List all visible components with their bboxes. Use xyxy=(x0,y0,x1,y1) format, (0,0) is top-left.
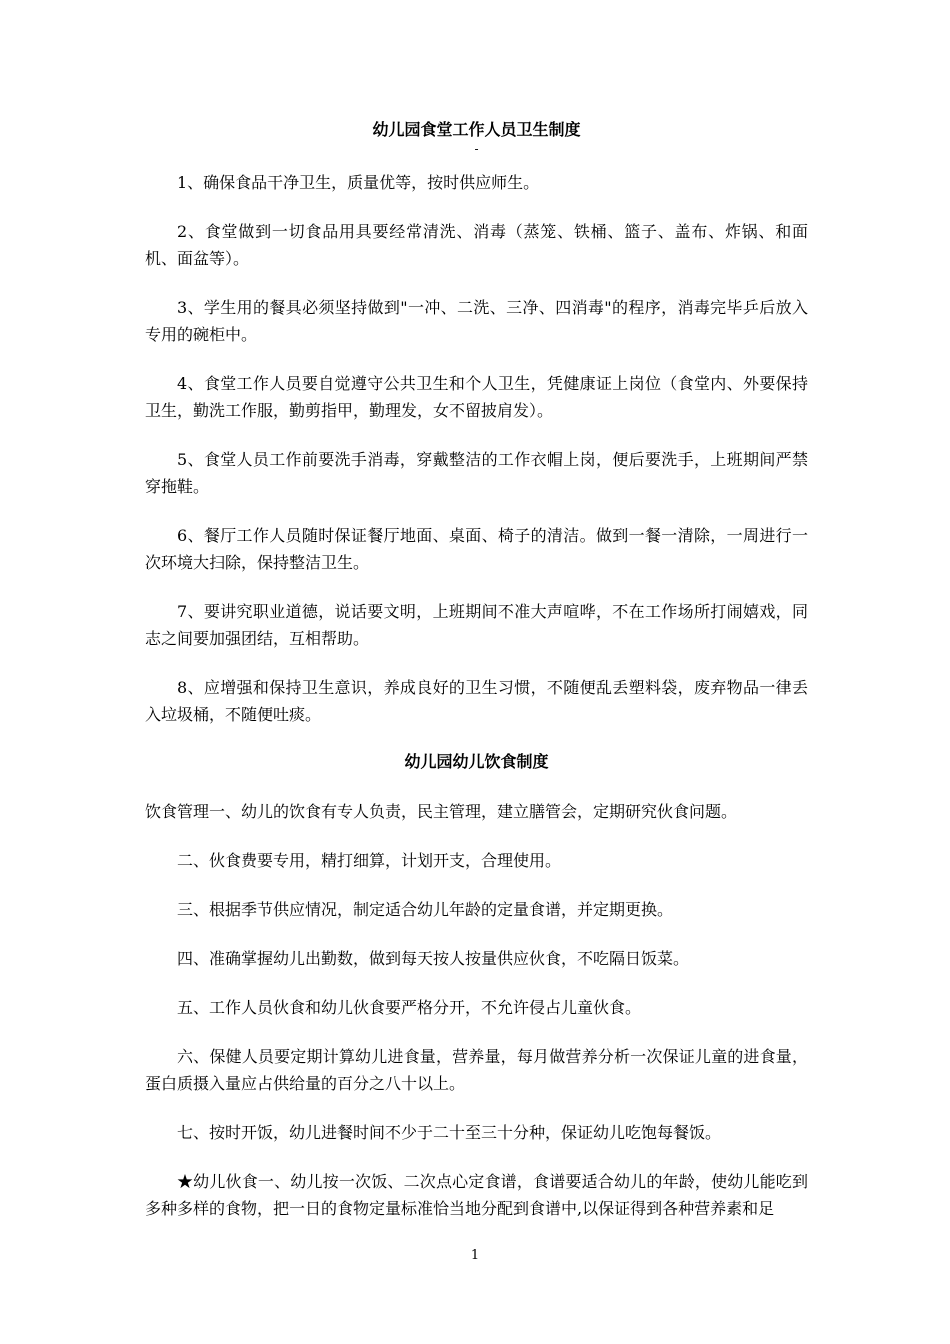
paragraph: 7、要讲究职业道德，说话要文明，上班期间不准大声喧哗，不在工作场所打闹嬉戏，同志之间要加强团结，互相帮助。 xyxy=(145,602,808,648)
paragraph: 1、确保食品干净卫生，质量优等，按时供应师生。 xyxy=(177,173,540,192)
section-title: 幼儿园幼儿饮食制度 xyxy=(404,752,549,771)
paragraph: 七、按时开饭，幼儿进餐时间不少于二十至三十分种，保证幼儿吃饱每餐饭。 xyxy=(177,1123,722,1142)
paragraph: 3、学生用的餐具必须坚持做到"一冲、二洗、三净、四消毒"的程序，消毒完毕乒后放入专用的碗柜中。 xyxy=(145,298,808,344)
paragraph: 饮食管理一、幼儿的饮食有专人负责，民主管理，建立膳管会，定期研究伙食问题。 xyxy=(145,802,738,821)
paragraph: ★幼儿伙食一、幼儿按一次饭、二次点心定食谱，食谱要适合幼儿的年龄，使幼儿能吃到多种多样的食物，把一日的食物定量标准恰当地分配到食谱中,以保证得到各种营养素和足 xyxy=(145,1172,808,1218)
paragraph: 8、应增强和保持卫生意识，养成良好的卫生习惯，不随便乱丢塑料袋，废弃物品一律丢入垃圾桶，不随便吐痰。 xyxy=(145,678,808,724)
paragraph: 四、准确掌握幼儿出勤数，做到每天按人按量供应伙食，不吃隔日饭菜。 xyxy=(177,949,690,968)
document-page xyxy=(145,118,808,1244)
paragraph: 5、食堂人员工作前要洗手消毒，穿戴整洁的工作衣帽上岗，便后要洗手，上班期间严禁穿拖鞋。 xyxy=(145,450,808,496)
paragraph: 2、食堂做到一切食品用具要经常清洗、消毒（蒸笼、铁桶、篮子、盖布、炸锅、和面机、面盆等）。 xyxy=(145,222,808,268)
section-title: 幼儿园食堂工作人员卫生制度 xyxy=(372,120,581,139)
paragraph: 五、工作人员伙食和幼儿伙食要严格分开，不允许侵占儿童伙食。 xyxy=(177,998,642,1017)
paragraph: 4、食堂工作人员要自觉遵守公共卫生和个人卫生，凭健康证上岗位（食堂内、外要保持卫生，勤洗工作服，勤剪指甲，勤理发，女不留披肩发）。 xyxy=(145,374,808,420)
paragraph: 六、保健人员要定期计算幼儿进食量，营养量，每月做营养分析一次保证儿童的进食量，蛋白质摄入量应占供给量的百分之八十以上。 xyxy=(145,1047,808,1093)
separator: - xyxy=(474,142,479,156)
paragraph: 三、根据季节供应情况，制定适合幼儿年龄的定量食谱，并定期更换。 xyxy=(177,900,674,919)
paragraph: 二、伙食费要专用，精打细算，计划开支，合理使用。 xyxy=(177,851,562,870)
page-number: 1 xyxy=(470,1248,480,1263)
paragraph: 6、餐厅工作人员随时保证餐厅地面、桌面、椅子的清洁。做到一餐一清除，一周进行一次环境大扫除，保持整洁卫生。 xyxy=(145,526,808,572)
